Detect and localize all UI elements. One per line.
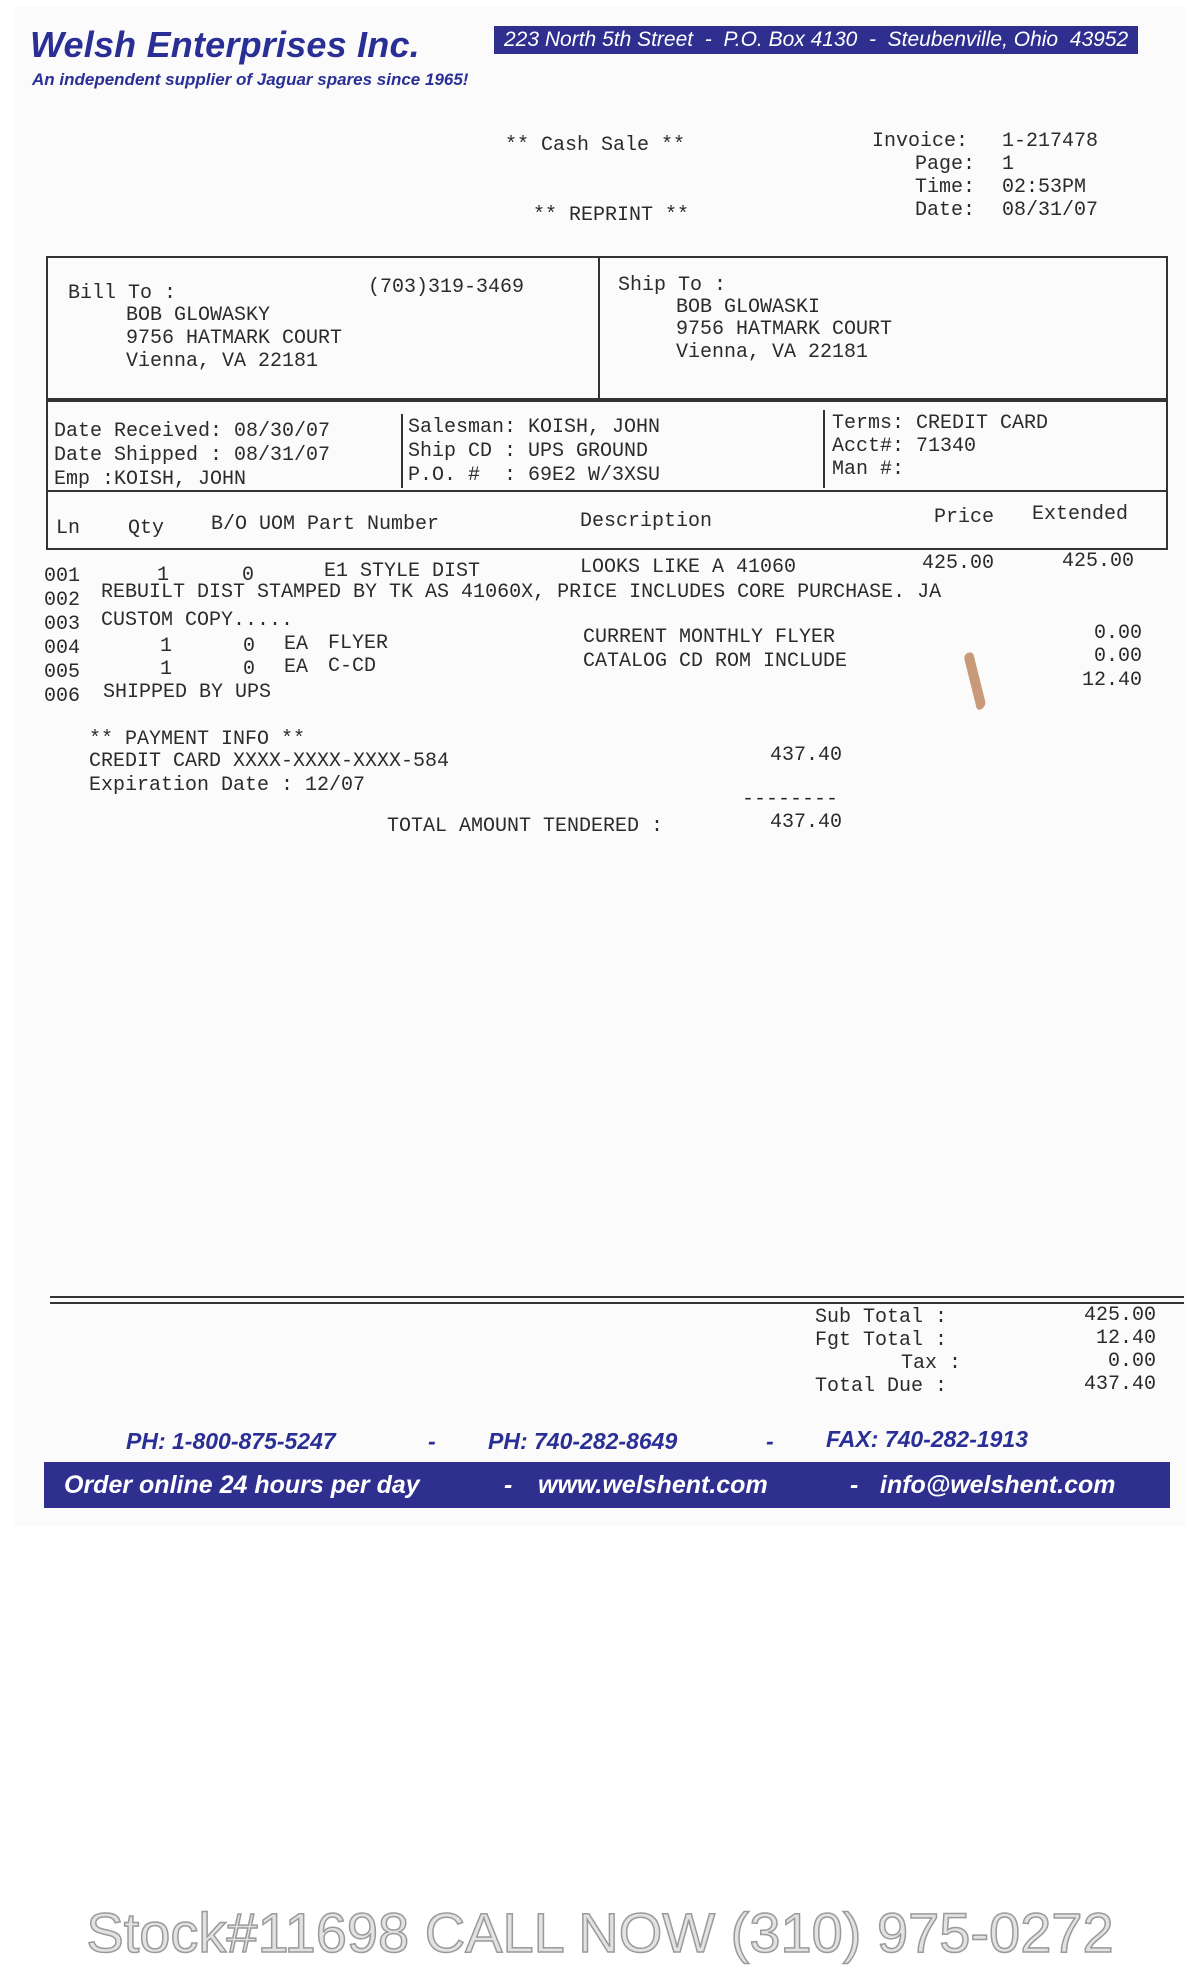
line-extended: 12.40 xyxy=(1082,669,1143,692)
company-name: Welsh Enterprises Inc. xyxy=(30,24,420,65)
line-part: C-CD xyxy=(328,655,377,678)
page-number: 1 xyxy=(1002,153,1015,176)
date-label: Date: xyxy=(915,199,976,222)
line-bo: 0 xyxy=(242,564,255,587)
subtotal-label: Sub Total : xyxy=(815,1306,948,1329)
line-bo: 0 xyxy=(243,635,256,658)
col-ln: Ln xyxy=(56,517,81,540)
line-part: E1 STYLE DIST xyxy=(324,560,481,583)
total-tendered-label: TOTAL AMOUNT TENDERED : xyxy=(387,815,664,838)
po-number: P.O. # : 69E2 W/3XSU xyxy=(408,464,661,487)
payment-dashes: -------- xyxy=(742,788,839,811)
col-bo-uom-part: B/O UOM Part Number xyxy=(211,513,440,536)
time-value: 02:53PM xyxy=(1002,176,1087,199)
terms: Terms: CREDIT CARD xyxy=(832,412,1049,435)
footer-separator: - xyxy=(850,1471,859,1499)
line-qty: 1 xyxy=(157,564,170,587)
ship-to-city: Vienna, VA 22181 xyxy=(676,341,869,364)
line-qty: 1 xyxy=(160,658,173,681)
total-tendered-value: 437.40 xyxy=(770,811,843,834)
order-online-text: Order online 24 hours per day xyxy=(64,1471,420,1499)
totals-rule-1 xyxy=(50,1296,1184,1298)
website-link[interactable]: www.welshent.com xyxy=(538,1471,768,1499)
man-number: Man #: xyxy=(832,458,905,481)
salesman: Salesman: KOISH, JOHN xyxy=(408,416,661,439)
col-extended: Extended xyxy=(1032,503,1129,526)
line-bo: 0 xyxy=(243,658,256,681)
line-extended: 0.00 xyxy=(1094,622,1143,645)
tax-label: Tax : xyxy=(901,1352,962,1375)
ship-code: Ship CD : UPS GROUND xyxy=(408,440,649,463)
address-divider xyxy=(598,258,600,400)
line-uom: EA xyxy=(284,633,309,656)
payment-card: CREDIT CARD XXXX-XXXX-XXXX-584 xyxy=(89,750,450,773)
payment-card-amount: 437.40 xyxy=(770,744,843,767)
total-due-value: 437.40 xyxy=(1084,1373,1157,1396)
line-uom: EA xyxy=(284,656,309,679)
total-due-label: Total Due : xyxy=(815,1375,948,1398)
order-info-divider-1 xyxy=(401,414,403,488)
freight-value: 12.40 xyxy=(1096,1327,1157,1350)
date-shipped: Date Shipped : 08/31/07 xyxy=(54,444,331,467)
time-label: Time: xyxy=(915,176,976,199)
line-ln: 004 xyxy=(44,637,81,660)
phone-local: PH: 740-282-8649 xyxy=(488,1428,678,1454)
freight-label: Fgt Total : xyxy=(815,1329,948,1352)
bill-to-street: 9756 HATMARK COURT xyxy=(126,327,343,350)
bill-to-name: BOB GLOWASKY xyxy=(126,304,271,327)
line-desc: CURRENT MONTHLY FLYER xyxy=(583,626,836,649)
ship-to-label: Ship To : xyxy=(618,274,727,297)
footer-separator: - xyxy=(504,1471,513,1499)
line-text: REBUILT DIST STAMPED BY TK AS 41060X, PRICE INCLUDES CORE PURCHASE. JA xyxy=(101,581,942,604)
line-price: 425.00 xyxy=(922,552,995,575)
page-label: Page: xyxy=(915,153,976,176)
date-value: 08/31/07 xyxy=(1002,199,1099,222)
account-number: Acct#: 71340 xyxy=(832,435,977,458)
line-text: CUSTOM COPY..... xyxy=(101,609,294,632)
payment-heading: ** PAYMENT INFO ** xyxy=(89,728,306,751)
reprint-label: ** REPRINT ** xyxy=(533,204,690,227)
bill-to-label: Bill To : xyxy=(68,282,177,305)
payment-expiration: Expiration Date : 12/07 xyxy=(89,774,366,797)
ship-to-name: BOB GLOWASKI xyxy=(676,296,821,319)
tax-value: 0.00 xyxy=(1108,1350,1157,1373)
col-price: Price xyxy=(934,506,995,529)
line-extended: 425.00 xyxy=(1062,550,1135,573)
contact-separator: - xyxy=(428,1428,436,1454)
line-ln: 005 xyxy=(44,661,81,684)
invoice-label: Invoice: xyxy=(872,130,969,153)
line-qty: 1 xyxy=(160,635,173,658)
email-link[interactable]: info@welshent.com xyxy=(880,1471,1116,1499)
invoice-number: 1-217478 xyxy=(1002,130,1099,153)
line-ln: 006 xyxy=(44,685,81,708)
line-part: FLYER xyxy=(328,632,389,655)
line-ln: 001 xyxy=(44,565,81,588)
line-desc: CATALOG CD ROM INCLUDE xyxy=(583,650,848,673)
employee: Emp :KOISH, JOHN xyxy=(54,468,247,491)
stock-watermark: Stock#11698 CALL NOW (310) 975-0272 xyxy=(86,1901,1114,1964)
line-ln: 003 xyxy=(44,613,81,636)
fax-number: FAX: 740-282-1913 xyxy=(826,1426,1029,1452)
subtotal-value: 425.00 xyxy=(1084,1304,1157,1327)
company-tagline: An independent supplier of Jaguar spares since 1965! xyxy=(32,70,469,89)
company-address: 223 North 5th Street - P.O. Box 4130 - Steubenville, Ohio 43952 xyxy=(494,26,1138,54)
contact-separator: - xyxy=(766,1428,774,1454)
col-description: Description xyxy=(580,510,713,533)
order-info-divider-2 xyxy=(823,410,825,488)
line-text: SHIPPED BY UPS xyxy=(103,681,272,704)
ship-to-street: 9756 HATMARK COURT xyxy=(676,318,893,341)
bill-to-phone: (703)319-3469 xyxy=(368,276,525,299)
totals-rule-2 xyxy=(50,1302,1184,1304)
phone-tollfree: PH: 1-800-875-5247 xyxy=(126,1428,336,1454)
line-desc: LOOKS LIKE A 41060 xyxy=(580,556,797,579)
bill-to-city: Vienna, VA 22181 xyxy=(126,350,319,373)
line-extended: 0.00 xyxy=(1094,645,1143,668)
sale-type: ** Cash Sale ** xyxy=(505,134,686,157)
footer-banner xyxy=(44,1462,1170,1508)
date-received: Date Received: 08/30/07 xyxy=(54,420,331,443)
line-ln: 002 xyxy=(44,589,81,612)
col-qty: Qty xyxy=(128,517,165,540)
